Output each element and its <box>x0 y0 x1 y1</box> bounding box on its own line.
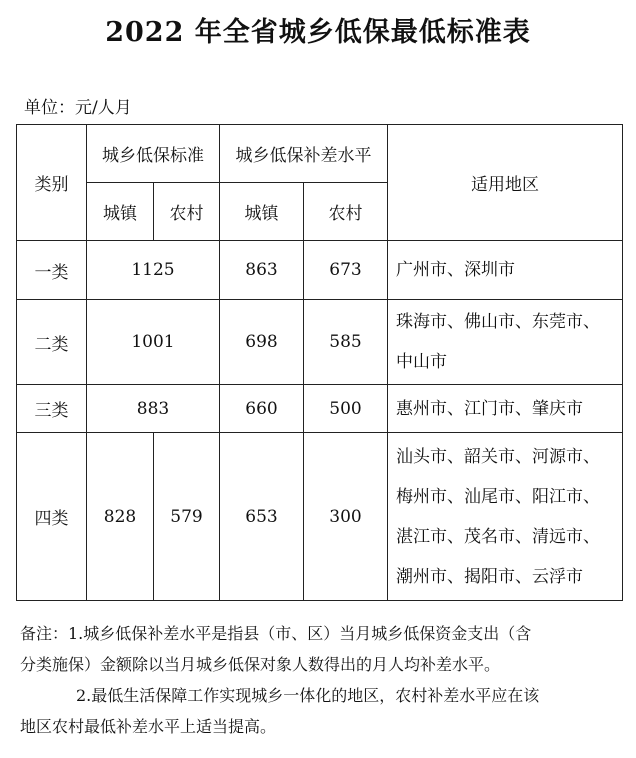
page-title: 2022 年全省城乡低保最低标准表 <box>105 17 531 48</box>
row-area <box>388 433 623 601</box>
area-line: 珠海市、佛山市、东莞市、 <box>396 312 600 332</box>
area-line: 梅州市、汕尾市、阳江市、 <box>396 486 600 507</box>
row-subsidy-rural: 673 <box>304 241 388 300</box>
note-1-line-1: 备注：1.城乡低保补差水平是指县（市、区）当月城乡低保资金支出（含 <box>20 624 532 643</box>
row-subsidy-rural: 500 <box>304 385 388 433</box>
header-standard-urban: 城镇 <box>87 183 154 241</box>
row-category: 三类 <box>17 385 87 433</box>
header-subsidy-group: 城乡低保补差水平 <box>220 125 388 183</box>
row-area <box>388 300 623 385</box>
table-row <box>17 241 623 300</box>
area-line: 汕头市、韶关市、河源市、 <box>396 446 600 467</box>
row-subsidy-rural: 300 <box>304 433 388 601</box>
note-1-line-2: 分类施保）金额除以当月城乡低保对象人数得出的月人均补差水平。 <box>20 655 501 674</box>
row-standard: 1001 <box>87 300 220 385</box>
header-area: 适用地区 <box>388 125 623 241</box>
row-standard: 883 <box>87 385 220 433</box>
note-2-line-1: 2.最低生活保障工作实现城乡一体化的地区，农村补差水平应在该 <box>76 686 540 705</box>
row-category: 一类 <box>17 241 87 300</box>
table-row <box>17 385 623 433</box>
row-area: 广州市、深圳市 <box>388 241 623 300</box>
row-subsidy-rural: 585 <box>304 300 388 385</box>
header-standard-rural: 农村 <box>154 183 220 241</box>
area-line: 潮州市、揭阳市、云浮市 <box>396 566 583 587</box>
header-category: 类别 <box>17 125 87 241</box>
header-subsidy-urban: 城镇 <box>220 183 304 241</box>
note-2-line-2: 地区农村最低补差水平上适当提高。 <box>20 717 277 736</box>
table-row <box>17 300 623 385</box>
table-row <box>17 433 623 601</box>
row-standard-rural: 579 <box>154 433 220 601</box>
notes <box>20 618 620 742</box>
area-line: 湛江市、茂名市、清远市、 <box>396 526 600 547</box>
row-category: 二类 <box>17 300 87 385</box>
unit-label: 单位：元/人月 <box>24 98 132 118</box>
header-subsidy-rural: 农村 <box>304 183 388 241</box>
header-standard-group: 城乡低保标准 <box>87 125 220 183</box>
row-subsidy-urban: 863 <box>220 241 304 300</box>
row-category: 四类 <box>17 433 87 601</box>
row-subsidy-urban: 660 <box>220 385 304 433</box>
row-standard: 1125 <box>87 241 220 300</box>
standards-table <box>16 124 623 601</box>
row-standard-urban: 828 <box>87 433 154 601</box>
row-area: 惠州市、江门市、肇庆市 <box>388 385 623 433</box>
row-subsidy-urban: 698 <box>220 300 304 385</box>
header-row-1 <box>17 125 623 183</box>
row-subsidy-urban: 653 <box>220 433 304 601</box>
area-line: 中山市 <box>396 352 447 372</box>
